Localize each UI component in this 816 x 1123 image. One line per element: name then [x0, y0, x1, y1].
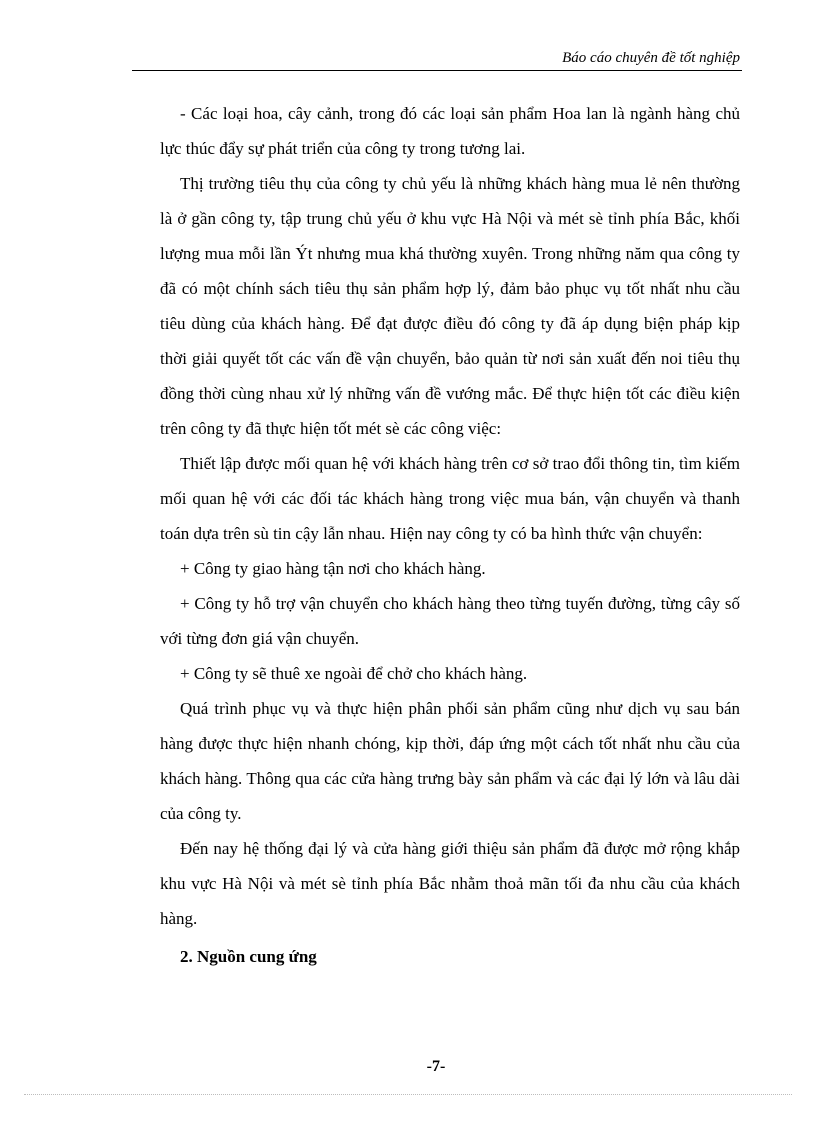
section-heading: 2. Nguồn cung ứng: [180, 947, 317, 966]
paragraph-network: Đến nay hệ thống đại lý và cửa hàng giới thiệu sản phẩm đã được mở rộng khắp khu vực Hà Nội và mét sè tỉnh phía Bắc nhằm thoả mãn tối đa nhu cầu của khách hàng.: [160, 839, 740, 928]
document-body: [160, 96, 740, 974]
header-title: Báo cáo chuyên đề tốt nghiệp: [562, 50, 740, 66]
paragraph-service: Quá trình phục vụ và thực hiện phân phối sản phẩm cũng như dịch vụ sau bán hàng được thực hiện nhanh chóng, kịp thời, đáp ứng một cách tốt nhất nhu cầu của khách hàng. Thông qua các cửa hàng trưng bày sản phẩm và các đại lý lớn và lâu dài của công ty.: [160, 699, 740, 823]
paragraph-delivery-2: + Công ty hỗ trợ vận chuyển cho khách hàng theo từng tuyến đường, từng cây số với từng đơn giá vận chuyển.: [160, 594, 740, 648]
paragraph-delivery-1: + Công ty giao hàng tận nơi cho khách hàng.: [180, 559, 486, 578]
footer-divider: [24, 1094, 792, 1095]
paragraph-relationships: Thiết lập được mối quan hệ với khách hàng trên cơ sở trao đổi thông tin, tìm kiếm mối quan hệ với các đối tác khách hàng trong việc mua bán, vận chuyển và thanh toán dựa trên sù tin cậy lẫn nhau. Hiện nay công ty có ba hình thức vận chuyển:: [160, 454, 740, 543]
paragraph-delivery-3: + Công ty sẽ thuê xe ngoài để chở cho khách hàng.: [180, 664, 528, 683]
paragraph-bullet-flowers: - Các loại hoa, cây cảnh, trong đó các loại sản phẩm Hoa lan là ngành hàng chủ lực thúc đẩy sự phát triển của công ty trong tương lai.: [160, 104, 740, 158]
paragraph-market: Thị trường tiêu thụ của công ty chủ yếu là những khách hàng mua lẻ nên thường là ở gần công ty, tập trung chủ yếu ở khu vực Hà Nội và mét sè tỉnh phía Bắc, khối lượng mua mỗi lần Ýt nhưng mua khá thường xuyên. Trong những năm qua công ty đã có một chính sách tiêu thụ sản phẩm hợp lý, đảm bảo phục vụ tốt nhất nhu cầu tiêu dùng của khách hàng. Để đạt được điều đó công ty đã áp dụng biện pháp kịp thời giải quyết tốt các vấn đề vận chuyển, bảo quản từ nơi sản xuất đến noi tiêu thụ đồng thời cùng nhau xử lý những vấn đề vướng mắc. Để thực hiện tốt các điều kiện trên công ty đã thực hiện tốt mét sè các công việc:: [160, 174, 740, 438]
page-number: -7-: [426, 1058, 446, 1075]
header-rule: [132, 70, 742, 71]
